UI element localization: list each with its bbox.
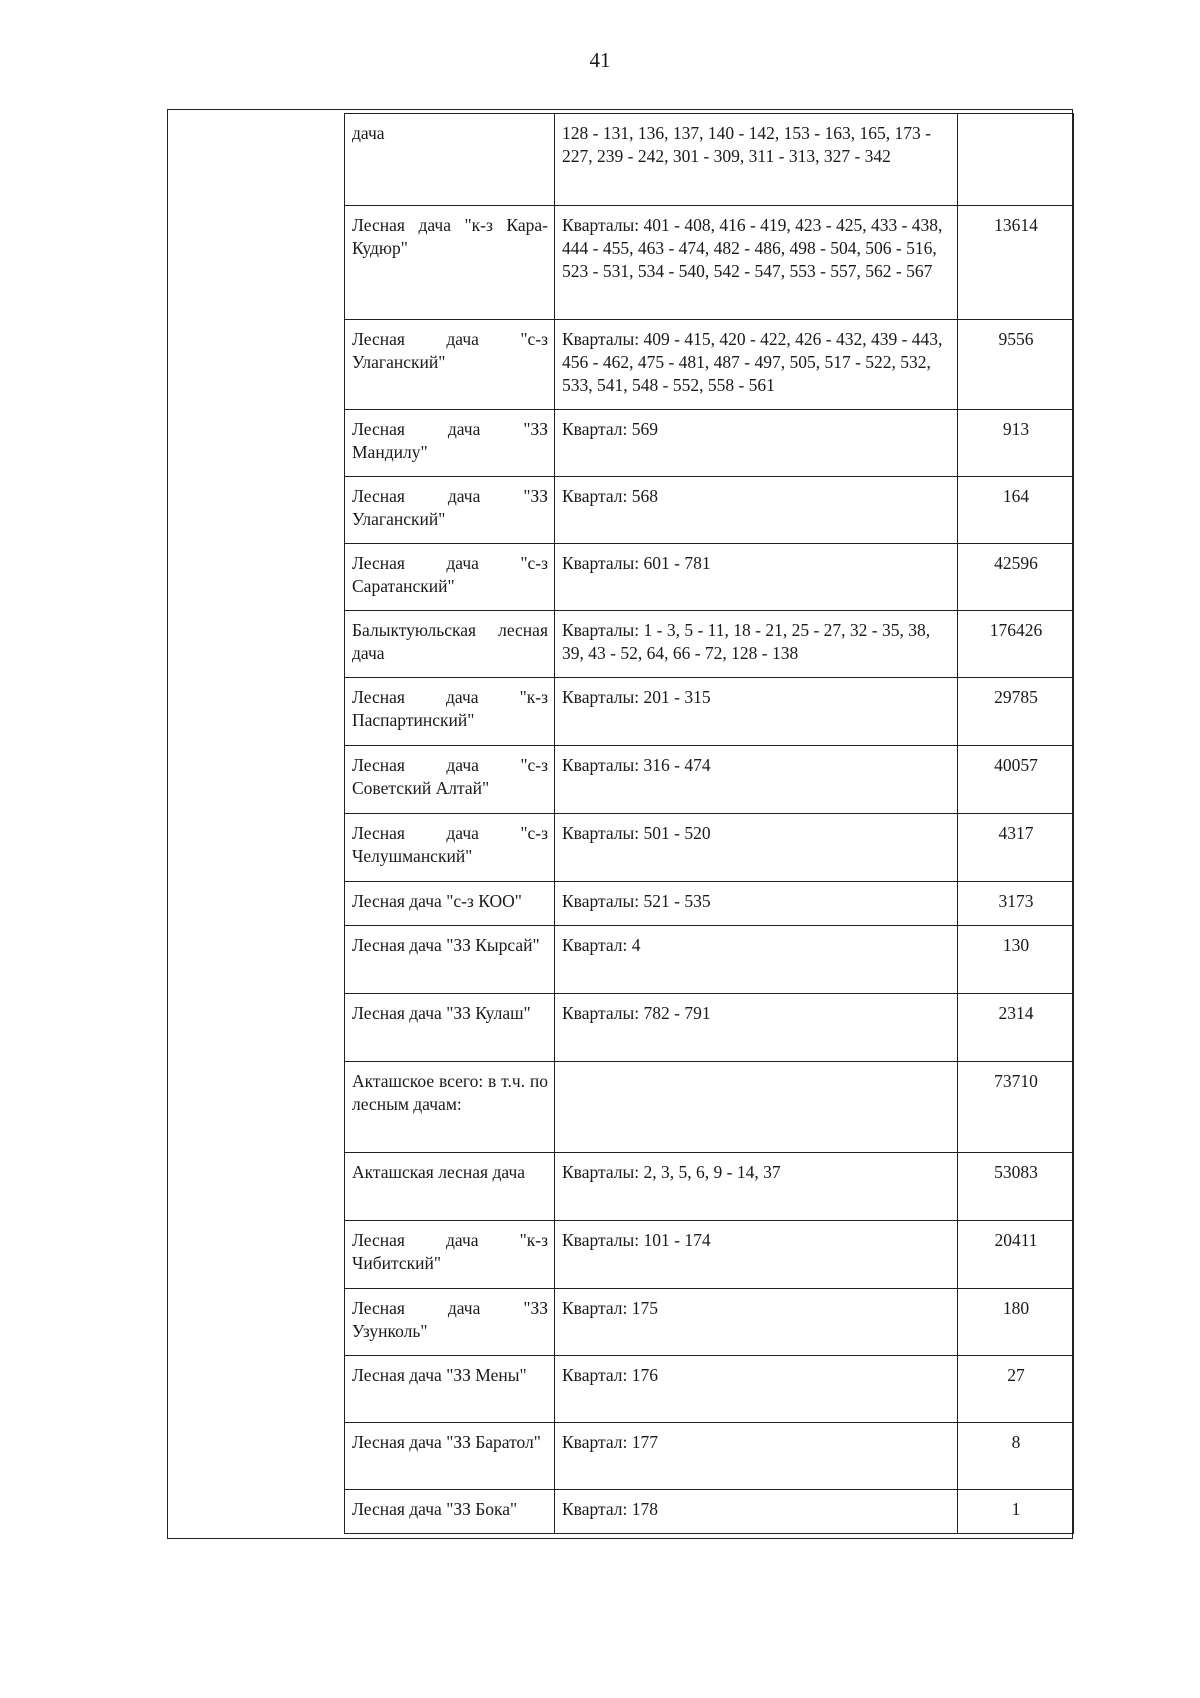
quarters-list-cell: Кварталы: 2, 3, 5, 6, 9 - 14, 37 [555, 1153, 958, 1221]
quarters-list-cell: Кварталы: 401 - 408, 416 - 419, 423 - 425, 433 - 438, 444 - 455, 463 - 474, 482 - 486, 498 - 504, 506 - 516, 523 - 531, 534 - 540, 542 - 547, 553 - 557, 562 - 567 [555, 206, 958, 320]
table-row [345, 410, 1074, 477]
table-row [345, 611, 1074, 678]
quarters-list-cell: Кварталы: 1 - 3, 5 - 11, 18 - 21, 25 - 27, 32 - 35, 38, 39, 43 - 52, 64, 66 - 72, 128 - 138 [555, 611, 958, 678]
forest-dacha-name-cell: Лесная дача "ЗЗ Мены" [345, 1356, 555, 1423]
table-row [345, 1289, 1074, 1356]
forest-dacha-name-cell: Лесная дача "с-з КОО" [345, 882, 555, 926]
area-value-cell: 13614 [958, 206, 1074, 320]
area-value-cell: 164 [958, 477, 1074, 544]
table-row [345, 206, 1074, 320]
table-row [345, 1490, 1074, 1534]
area-value-cell: 53083 [958, 1153, 1074, 1221]
forest-dacha-name-cell: Лесная дача "к-з Кара-Кудюр" [345, 206, 555, 320]
forest-dacha-name-cell: Лесная дача "ЗЗ Бока" [345, 1490, 555, 1534]
quarters-list-cell: Квартал: 569 [555, 410, 958, 477]
quarters-list-cell: Квартал: 4 [555, 926, 958, 994]
forest-dacha-name-cell: Лесная дача "ЗЗ Узунколь" [345, 1289, 555, 1356]
area-value-cell: 1 [958, 1490, 1074, 1534]
area-value-cell: 176426 [958, 611, 1074, 678]
forest-dacha-name-cell: Акташское всего: в т.ч. по лесным дачам: [345, 1062, 555, 1153]
area-value-cell: 130 [958, 926, 1074, 994]
forest-dacha-name-cell: Лесная дача "с-з Челушманский" [345, 814, 555, 882]
quarters-list-cell: Кварталы: 501 - 520 [555, 814, 958, 882]
forest-dacha-name-cell: дача [345, 114, 555, 206]
forest-dacha-name-cell: Лесная дача "ЗЗ Баратол" [345, 1423, 555, 1490]
forest-dacha-name-cell: Лесная дача "с-з Саратанский" [345, 544, 555, 611]
quarters-list-cell: 128 - 131, 136, 137, 140 - 142, 153 - 163, 165, 173 - 227, 239 - 242, 301 - 309, 311 - 313, 327 - 342 [555, 114, 958, 206]
table-row [345, 1062, 1074, 1153]
quarters-list-cell: Кварталы: 409 - 415, 420 - 422, 426 - 432, 439 - 443, 456 - 462, 475 - 481, 487 - 497, 505, 517 - 522, 532, 533, 541, 548 - 552, 558 - 561 [555, 320, 958, 410]
forest-dacha-name-cell: Лесная дача "к-з Чибитский" [345, 1221, 555, 1289]
area-value-cell: 4317 [958, 814, 1074, 882]
quarters-list-cell: Квартал: 176 [555, 1356, 958, 1423]
quarters-list-cell: Кварталы: 521 - 535 [555, 882, 958, 926]
table-row [345, 1356, 1074, 1423]
table-row [345, 882, 1074, 926]
area-value-cell: 913 [958, 410, 1074, 477]
table-row [345, 114, 1074, 206]
area-value-cell [958, 114, 1074, 206]
area-value-cell: 9556 [958, 320, 1074, 410]
table-row [345, 746, 1074, 814]
area-value-cell: 3173 [958, 882, 1074, 926]
area-value-cell: 29785 [958, 678, 1074, 746]
quarters-list-cell: Квартал: 568 [555, 477, 958, 544]
quarters-list-cell: Кварталы: 201 - 315 [555, 678, 958, 746]
table-row [345, 544, 1074, 611]
table-row [345, 678, 1074, 746]
area-value-cell: 180 [958, 1289, 1074, 1356]
forest-dacha-name-cell: Лесная дача "ЗЗ Мандилу" [345, 410, 555, 477]
area-value-cell: 42596 [958, 544, 1074, 611]
forest-quarters-table [344, 113, 1074, 1534]
quarters-list-cell: Квартал: 178 [555, 1490, 958, 1534]
page-number: 41 [589, 48, 611, 72]
quarters-list-cell: Квартал: 175 [555, 1289, 958, 1356]
forest-dacha-name-cell: Акташская лесная дача [345, 1153, 555, 1221]
area-value-cell: 8 [958, 1423, 1074, 1490]
quarters-list-cell: Кварталы: 316 - 474 [555, 746, 958, 814]
area-value-cell: 73710 [958, 1062, 1074, 1153]
forest-dacha-name-cell: Лесная дача "ЗЗ Улаганский" [345, 477, 555, 544]
quarters-list-cell: Кварталы: 782 - 791 [555, 994, 958, 1062]
table-row [345, 994, 1074, 1062]
quarters-list-cell: Квартал: 177 [555, 1423, 958, 1490]
table-row [345, 926, 1074, 994]
quarters-list-cell: Кварталы: 101 - 174 [555, 1221, 958, 1289]
table-row [345, 320, 1074, 410]
table-row [345, 1153, 1074, 1221]
area-value-cell: 2314 [958, 994, 1074, 1062]
table-row [345, 477, 1074, 544]
quarters-list-cell [555, 1062, 958, 1153]
quarters-list-cell: Кварталы: 601 - 781 [555, 544, 958, 611]
area-value-cell: 40057 [958, 746, 1074, 814]
forest-dacha-name-cell: Лесная дача "ЗЗ Кулаш" [345, 994, 555, 1062]
forest-dacha-name-cell: Балыктуюльская лесная дача [345, 611, 555, 678]
table-row [345, 1423, 1074, 1490]
forest-dacha-name-cell: Лесная дача "ЗЗ Кырсай" [345, 926, 555, 994]
forest-dacha-name-cell: Лесная дача "с-з Советский Алтай" [345, 746, 555, 814]
table-row [345, 814, 1074, 882]
table-row [345, 1221, 1074, 1289]
forest-dacha-name-cell: Лесная дача "к-з Паспартинский" [345, 678, 555, 746]
area-value-cell: 27 [958, 1356, 1074, 1423]
area-value-cell: 20411 [958, 1221, 1074, 1289]
table-body [345, 114, 1074, 1534]
forest-dacha-name-cell: Лесная дача "с-з Улаганский" [345, 320, 555, 410]
